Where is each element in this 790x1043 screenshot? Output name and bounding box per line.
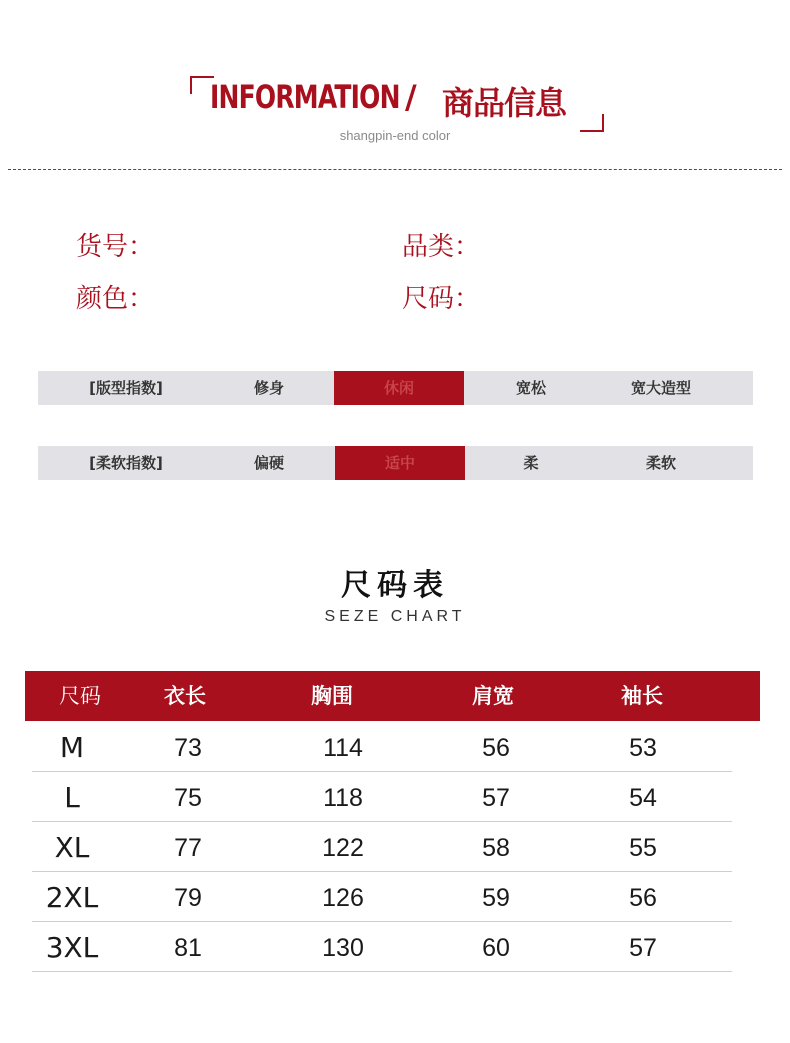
cell-shoulder: 59 — [482, 884, 510, 912]
table-row — [32, 772, 732, 822]
cell-length: 77 — [174, 834, 202, 862]
cell-chest: 122 — [322, 834, 364, 862]
cell-size: 2XL — [45, 881, 99, 914]
cell-chest: 114 — [323, 734, 363, 762]
fit-index-bar — [38, 371, 753, 405]
header-size: 尺码 — [59, 684, 101, 708]
table-row — [32, 822, 732, 872]
table-row — [32, 722, 732, 772]
item-number-label: 货号： — [76, 232, 155, 262]
cell-size: M — [59, 731, 85, 764]
color-label: 颜色： — [76, 284, 155, 314]
header-shoulder: 肩宽 — [472, 684, 514, 708]
page-subtitle: shangpin-end color — [339, 128, 451, 143]
size-chart-title: 尺码表 — [341, 568, 449, 603]
soft-option-stiff: 偏硬 — [253, 454, 284, 472]
cell-length: 75 — [174, 784, 202, 812]
cell-length: 79 — [174, 884, 202, 912]
cell-sleeve: 55 — [629, 834, 657, 862]
cell-length: 81 — [174, 934, 202, 962]
soft-option-soft: 柔 — [523, 454, 539, 472]
cell-chest: 118 — [323, 784, 363, 812]
page-title — [210, 78, 590, 122]
size-table-header — [25, 671, 760, 721]
soft-option-very-soft: 柔软 — [645, 454, 676, 472]
cell-chest: 130 — [322, 934, 364, 962]
cell-sleeve: 57 — [629, 934, 657, 962]
category-label: 品类： — [402, 232, 481, 262]
table-row — [32, 872, 732, 922]
title-english: INFORMATION — [210, 78, 400, 116]
cell-sleeve: 53 — [629, 734, 657, 762]
title-separator: / — [405, 78, 416, 116]
cell-shoulder: 60 — [482, 934, 510, 962]
cell-sleeve: 54 — [629, 784, 657, 812]
size-chart-subtitle: SEZE CHART — [324, 608, 466, 625]
cell-shoulder: 56 — [482, 734, 510, 762]
softness-index-bar — [38, 446, 753, 480]
fit-index-label: [版型指数] — [89, 379, 163, 397]
fit-option-oversized: 宽大造型 — [630, 379, 691, 397]
fit-option-casual: 休闲 — [334, 371, 464, 405]
header-chest: 胸围 — [311, 684, 353, 708]
cell-shoulder: 58 — [482, 834, 510, 862]
cell-size: XL — [54, 831, 90, 864]
cell-sleeve: 56 — [629, 884, 657, 912]
size-label: 尺码： — [402, 284, 481, 314]
dashed-divider — [8, 169, 782, 170]
table-row — [32, 922, 732, 972]
cell-chest: 126 — [322, 884, 364, 912]
softness-index-label: [柔软指数] — [89, 454, 163, 472]
soft-option-medium: 适中 — [335, 446, 465, 480]
fit-option-loose: 宽松 — [515, 379, 546, 397]
cell-size: 3XL — [45, 931, 99, 964]
title-chinese: 商品信息 — [442, 84, 567, 122]
header-sleeve: 袖长 — [621, 684, 663, 708]
fit-option-slim: 修身 — [253, 379, 284, 397]
cell-length: 73 — [174, 734, 202, 762]
header-length: 衣长 — [164, 684, 206, 708]
cell-size: L — [64, 781, 80, 814]
cell-shoulder: 57 — [482, 784, 510, 812]
